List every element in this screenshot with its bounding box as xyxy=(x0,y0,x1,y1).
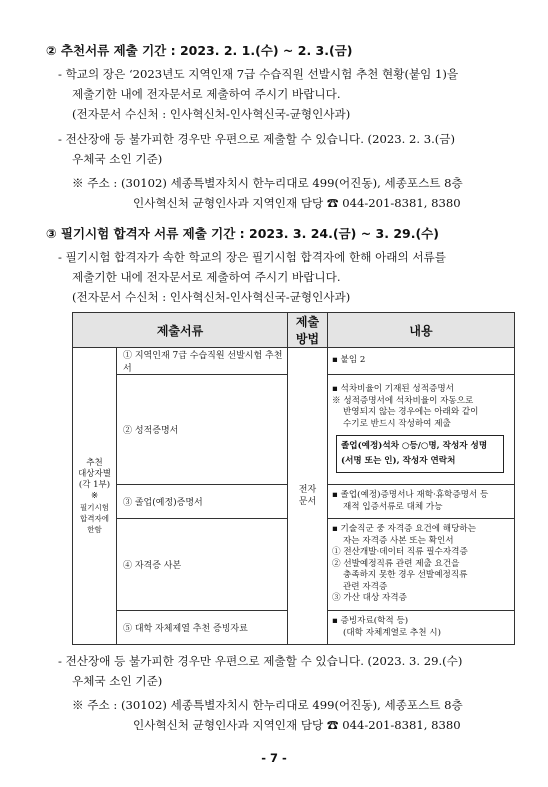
recommendation-target-cell: 추천 대상자별 (각 1부) ※ 필기시험 합격자에 한함 xyxy=(73,348,117,645)
content-graduation-certificate: ▪ 졸업(예정)증명서나 재학·휴학증명서 등 재적 입증서류로 대체 가능 xyxy=(328,485,515,519)
s3-address-line2: 인사혁신처 균형인사과 지역인재 담당 ☎ 044-201-8381, 8380 xyxy=(133,718,461,732)
s3-bullet1-line1: - 필기시험 합격자가 속한 학교의 장은 필기시험 합격자에 한해 아래의 서류를 xyxy=(58,250,446,264)
table-row xyxy=(73,348,515,375)
section-2-title: ② 추천서류 제출 기간 : 2023. 2. 1.(수) ~ 2. 3.(금) xyxy=(46,43,353,58)
doc-university-evidence: ⑤ 대학 자체제열 추천 증빙자료 xyxy=(117,611,288,645)
content-license-copy: ▪ 기술직군 중 자격증 요건에 해당하는 자는 자격증 사본 또는 확인서 ① 전산개발·데이터 직류 필수자격증 ② 선발예정직류 관련 제출 요건을 충족하지 못한 경우 선발예정직류 관련 자격증 ③ 가산 대상 자격증 xyxy=(328,519,515,611)
submission-method-cell: 전자 문서 xyxy=(288,348,328,645)
s3-bullet1-line2: 제출기한 내에 전자문서로 제출하여 주시기 바랍니다. xyxy=(72,270,341,284)
page-number: - 7 - xyxy=(261,751,287,765)
s2-address-line1: ※ 주소 : (30102) 세종특별자치시 한누리대로 499(어진동), 세종포스트 8층 xyxy=(72,176,463,190)
s3-bullet2-line1: - 전산장애 등 불가피한 경우만 우편으로 제출할 수 있습니다. (2023. 3. 29.(수) xyxy=(58,654,463,668)
doc-transcript: ② 성적증명서 xyxy=(117,375,288,485)
s3-bullet2-line2: 우체국 소인 기준) xyxy=(72,674,163,688)
content-university-evidence: ▪ 증빙자료(학적 등) (대학 자체계열로 추천 시) xyxy=(328,611,515,645)
content-transcript: ▪ 석차비율이 기재된 성적증명서 ※ 성적증명서에 석차비율이 자동으로 반영되지 않는 경우에는 아래와 같이 수기로 반드시 작성하여 제출 졸업(예정)석차 ○등/○명, 작성자 성명 (서명 또는 인), 작성자 연락처 xyxy=(328,375,515,485)
s2-address-line2: 인사혁신처 균형인사과 지역인재 담당 ☎ 044-201-8381, 8380 xyxy=(133,196,461,210)
s2-bullet1-line2: 제출기한 내에 전자문서로 제출하여 주시기 바랍니다. xyxy=(72,87,341,101)
s2-bullet1-line1: - 학교의 장은 ‘2023년도 지역인재 7급 수습직원 선발시험 추천 현황(붙임 1)을 xyxy=(58,67,459,81)
doc-recommendation-letter: ① 지역인재 7급 수습직원 선발시험 추천서 xyxy=(117,348,288,375)
content-recommendation-letter: ▪ 붙임 2 xyxy=(328,348,515,375)
s2-bullet2-line2: 우체국 소인 기준) xyxy=(72,152,163,166)
submission-documents-table xyxy=(72,312,515,645)
s3-bullet1-line3: (전자문서 수신처 : 인사혁신처-인사혁신국-균형인사과) xyxy=(72,290,351,304)
transcript-example-box: 졸업(예정)석차 ○등/○명, 작성자 성명 (서명 또는 인), 작성자 연락처 xyxy=(336,435,504,473)
header-content: 내용 xyxy=(328,313,515,348)
s3-address-line1: ※ 주소 : (30102) 세종특별자치시 한누리대로 499(어진동), 세종포스트 8층 xyxy=(72,698,463,712)
section-3-title: ③ 필기시험 합격자 서류 제출 기간 : 2023. 3. 24.(금) ~ 3. 29.(수) xyxy=(46,226,439,241)
header-documents: 제출서류 xyxy=(73,313,288,348)
doc-license-copy: ④ 자격증 사본 xyxy=(117,519,288,611)
s2-bullet2-line1: - 전산장애 등 불가피한 경우만 우편으로 제출할 수 있습니다. (2023. 2. 3.(금) xyxy=(58,132,456,146)
table-header-row xyxy=(73,313,515,348)
s2-bullet1-line3: (전자문서 수신처 : 인사혁신처-인사혁신국-균형인사과) xyxy=(72,107,351,121)
header-method: 제출 방법 xyxy=(288,313,328,348)
doc-graduation-certificate: ③ 졸업(예정)증명서 xyxy=(117,485,288,519)
